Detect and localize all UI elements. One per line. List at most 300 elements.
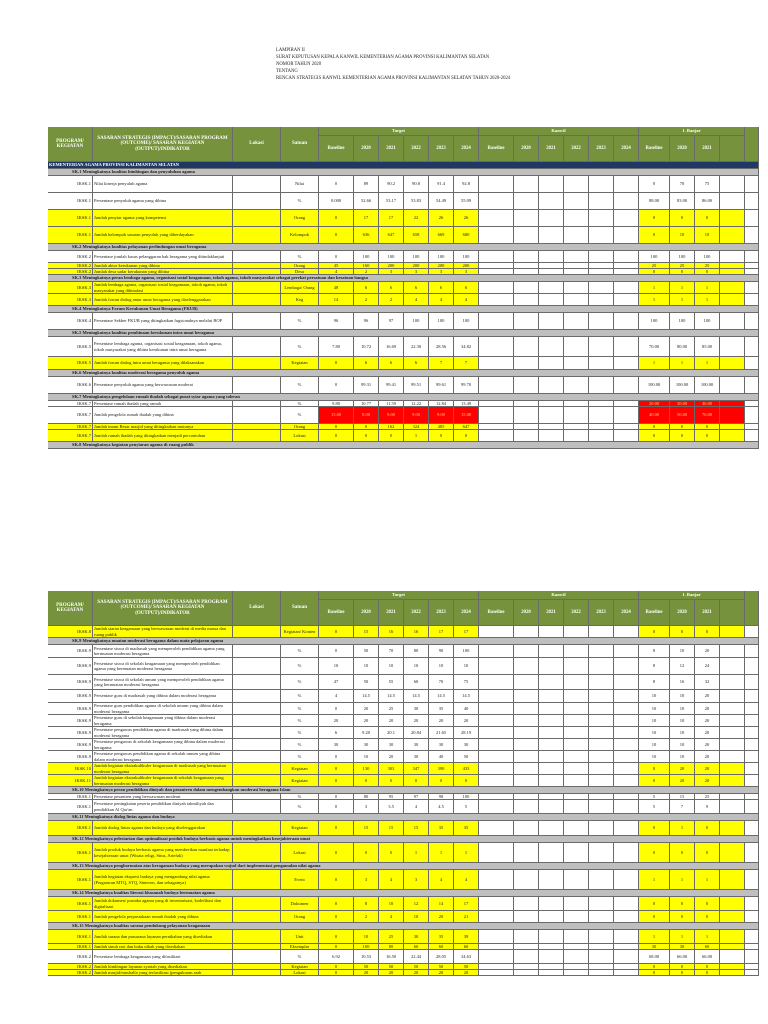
- kanwil-value: [614, 690, 639, 703]
- kanwil-value: [589, 210, 614, 227]
- kanwil-value: [564, 282, 589, 294]
- location: [233, 645, 281, 658]
- kanwil-value: [539, 775, 564, 787]
- target-value: 10: [454, 658, 479, 675]
- location: [233, 193, 281, 210]
- header-filler: [745, 591, 759, 626]
- header-satuan: Satuan: [281, 591, 319, 626]
- indicator-code: IKSK.11: [48, 775, 93, 787]
- kanwil-value: [514, 294, 539, 306]
- target-value: 7.80: [319, 337, 354, 357]
- target-value: 0: [319, 870, 354, 890]
- target-value: 99.61: [429, 377, 454, 394]
- target-value: 3: [354, 870, 379, 890]
- header-year: 2022: [404, 136, 429, 162]
- banjar-value-2022: [720, 950, 745, 964]
- banjar-value: 10: [639, 703, 670, 715]
- target-value: 4: [404, 800, 429, 814]
- target-value: 0: [404, 775, 429, 787]
- kanwil-value: [479, 176, 514, 193]
- target-value: 669: [429, 227, 454, 244]
- target-value: 8: [354, 897, 379, 911]
- target-value: 0: [454, 775, 479, 787]
- filler: [745, 658, 759, 675]
- banjar-value: 0: [639, 269, 670, 275]
- banjar-value-2022: [720, 313, 745, 330]
- header-year: 2024: [454, 136, 479, 162]
- banjar-value: 12: [670, 658, 695, 675]
- banjar-value: 8: [639, 658, 670, 675]
- target-value: 1: [454, 843, 479, 863]
- target-value: 100: [354, 251, 379, 263]
- kanwil-value: [514, 176, 539, 193]
- indicator-name: Jumlah kegiatan ekspresi budaya yang mengandung nilai agama (Pergaruran MTQ, STQ, Sinteron, dan sebagainya): [93, 870, 233, 890]
- banjar-value: 80.00: [670, 337, 695, 357]
- target-value: 1: [404, 430, 429, 442]
- kanwil-value: [614, 970, 639, 976]
- kanwil-value: [539, 176, 564, 193]
- banjar-value: 10: [695, 227, 720, 244]
- target-value: 4: [319, 690, 354, 703]
- kanwil-value: [479, 407, 514, 424]
- target-value: 10.72: [354, 337, 379, 357]
- target-value: 4: [379, 870, 404, 890]
- target-value: 0: [319, 430, 354, 442]
- target-value: 0: [319, 251, 354, 263]
- category-row: SK.3 Meningkatnya peran lembaga agama, organisasi sosial keagamaan, tokoh agama, tokoh masyarakat sebagai perekat persatuan dan kesatuan bangsa: [48, 275, 759, 282]
- banjar-value: 8: [639, 645, 670, 658]
- indicator-name: Jumlah siaran keagamaan yang berwawasan moderat di media massa dan ruang publik: [93, 626, 233, 638]
- header-baseline: Baseline: [319, 136, 354, 162]
- banjar-value: 10: [639, 715, 670, 727]
- target-value: 0: [319, 897, 354, 911]
- kanwil-value: [614, 870, 639, 890]
- target-value: 50: [354, 645, 379, 658]
- target-value: 14.5: [379, 690, 404, 703]
- target-value: 6: [454, 282, 479, 294]
- kanwil-value: [589, 675, 614, 690]
- banjar-value: 15: [670, 794, 695, 800]
- target-value: 30: [404, 751, 429, 763]
- kanwil-value: [514, 775, 539, 787]
- banjar-value-2022: [720, 377, 745, 394]
- indicator-code: IKSK.1: [48, 227, 93, 244]
- document-header: [276, 48, 510, 83]
- kanwil-value: [614, 210, 639, 227]
- banjar-value: 0: [639, 821, 670, 836]
- target-value: 95: [379, 794, 404, 800]
- target-value: 28.56: [429, 337, 454, 357]
- banjar-value: 0: [670, 911, 695, 923]
- target-value: 75: [454, 675, 479, 690]
- kanwil-value: [614, 227, 639, 244]
- unit: Kegiatan: [281, 763, 319, 775]
- unit: Lokasi: [281, 843, 319, 863]
- kanwil-value: [514, 821, 539, 836]
- header-year: 2020: [670, 600, 695, 626]
- kanwil-value: [614, 739, 639, 751]
- kanwil-value: [564, 193, 589, 210]
- banjar-value: 0: [670, 970, 695, 976]
- kanwil-value: [614, 377, 639, 394]
- banjar-value: 10: [670, 715, 695, 727]
- header-baseline: Baseline: [479, 600, 514, 626]
- kanwil-value: [539, 357, 564, 370]
- target-value: 20: [404, 970, 429, 976]
- indicator-code: IKSK.7: [48, 424, 93, 430]
- target-value: 0: [429, 430, 454, 442]
- header-sasaran: SASARAN STRATEGIS (IMPACT)/SASARAN PROGRAM (OUTCOME)/ SASARAN KEGIATAN (OUTPUT)/INDIKATOR: [93, 591, 233, 626]
- kanwil-value: [589, 739, 614, 751]
- target-value: 60: [404, 675, 429, 690]
- kanwil-value: [539, 690, 564, 703]
- kanwil-value: [539, 251, 564, 263]
- target-value: 2: [354, 911, 379, 923]
- banjar-value: 0: [695, 964, 720, 970]
- target-value: 55.09: [454, 193, 479, 210]
- kanwil-value: [614, 407, 639, 424]
- indicator-code: IKSK.2: [48, 950, 93, 964]
- banjar-value: 20.00: [639, 401, 670, 407]
- banjar-value: 25: [695, 263, 720, 269]
- target-value: 15: [404, 821, 429, 836]
- kanwil-value: [514, 357, 539, 370]
- header-year: 2024: [454, 600, 479, 626]
- kanwil-value: [479, 193, 514, 210]
- indicator-code: IKSK.5: [48, 357, 93, 370]
- banjar-value: 100.00: [639, 377, 670, 394]
- target-value: 22: [404, 210, 429, 227]
- location: [233, 337, 281, 357]
- location: [233, 294, 281, 306]
- banjar-value: 10: [670, 703, 695, 715]
- target-value: 0: [319, 703, 354, 715]
- target-value: 97: [379, 313, 404, 330]
- kanwil-value: [539, 970, 564, 976]
- kanwil-value: [614, 357, 639, 370]
- indicator-code: IKSK.6: [48, 377, 93, 394]
- kanwil-value: [539, 950, 564, 964]
- banjar-value: 0: [670, 269, 695, 275]
- target-value: 14: [319, 294, 354, 306]
- kanwil-value: [514, 690, 539, 703]
- target-value: 50: [354, 964, 379, 970]
- filler: [745, 294, 759, 306]
- banjar-value: 0: [695, 210, 720, 227]
- target-value: 80: [379, 944, 404, 950]
- kanwil-value: [479, 897, 514, 911]
- kanwil-value: [589, 775, 614, 787]
- target-value: 40: [429, 751, 454, 763]
- location: [233, 970, 281, 976]
- kanwil-value: [589, 727, 614, 739]
- kanwil-value: [589, 251, 614, 263]
- banjar-value: 0: [639, 424, 670, 430]
- kanwil-value: [564, 294, 589, 306]
- target-value: 4: [319, 269, 354, 275]
- indicator-name: Persentase guru di sekolah keagamaan yang dibina dalam moderasi beragama: [93, 715, 233, 727]
- kanwil-value: [479, 227, 514, 244]
- target-value: 100: [379, 251, 404, 263]
- target-value: 200: [454, 263, 479, 269]
- indicator-code: IKSK.1: [48, 843, 93, 863]
- kanwil-value: [614, 897, 639, 911]
- kanwil-value: [614, 430, 639, 442]
- banjar-value: 85.00: [695, 337, 720, 357]
- indicator-code: IKSK.8: [48, 626, 93, 638]
- kanwil-value: [514, 282, 539, 294]
- indicator-name: Jumlah kelompok sasaran penyuluh yang diberdayakan: [93, 227, 233, 244]
- banjar-value-2022: [720, 193, 745, 210]
- banjar-value: 75: [695, 176, 720, 193]
- location: [233, 727, 281, 739]
- banjar-value: 1: [670, 930, 695, 944]
- target-value: 50: [404, 964, 429, 970]
- header-line: RENCAN STRATEGIS KANWIL KEMENTERIAN AGAMA PROVINSI KALIMANTAN SELATAN TAHUN 2020-2024: [276, 75, 511, 81]
- header-baseline: Baseline: [319, 600, 354, 626]
- category-row: SK.10 Meningkatnya peran pendidikan diniyah dan pesantren dalam mengembangkan moderasi beragama Islam: [48, 787, 759, 794]
- banjar-value: 0: [695, 843, 720, 863]
- unit: Lokasi: [281, 970, 319, 976]
- unit: %: [281, 950, 319, 964]
- target-value: 30: [454, 739, 479, 751]
- indicator-code: IKSK.2: [48, 964, 93, 970]
- target-value: 10: [404, 911, 429, 923]
- banjar-value: 10: [670, 227, 695, 244]
- kanwil-value: [539, 911, 564, 923]
- unit: Eksemplar: [281, 944, 319, 950]
- unit: %: [281, 675, 319, 690]
- category-row: SK.1 Meningkatnya kualitas bimbingan dan penyuluhan agama: [48, 169, 759, 176]
- kanwil-value: [589, 357, 614, 370]
- indicator-name: Jumlah desa sadar kerukunan yang dibina: [93, 269, 233, 275]
- unit: Orang: [281, 424, 319, 430]
- target-value: 3: [379, 269, 404, 275]
- banjar-value: 1: [695, 870, 720, 890]
- kanwil-value: [564, 870, 589, 890]
- target-value: 12: [404, 897, 429, 911]
- indicator-code: IKSK.7: [48, 407, 93, 424]
- indicator-name: Jumlah sarana dan prasarana layanan pernikahan yang disediakan: [93, 930, 233, 944]
- target-value: 20: [429, 715, 454, 727]
- header-year: 2021: [695, 600, 720, 626]
- header-program: PROGRAM/ KEGIATAN: [48, 127, 93, 162]
- banjar-value: 1: [670, 294, 695, 306]
- kanwil-value: [564, 739, 589, 751]
- banjar-value-2022: [720, 715, 745, 727]
- filler: [745, 821, 759, 836]
- target-value: 20: [429, 970, 454, 976]
- filler: [745, 800, 759, 814]
- target-value: 0: [319, 775, 354, 787]
- banjar-value: 1: [639, 930, 670, 944]
- kanwil-value: [514, 970, 539, 976]
- kanwil-value: [539, 294, 564, 306]
- kanwil-value: [539, 800, 564, 814]
- kanwil-value: [514, 843, 539, 863]
- indicator-code: IKSK.9: [48, 727, 93, 739]
- indicator-name: Jumlah pengelola perpustakaan rumah ibadah yang dibina: [93, 911, 233, 923]
- kanwil-value: [614, 313, 639, 330]
- indicator-code: IKSK.9: [48, 645, 93, 658]
- target-value: 324: [404, 424, 429, 430]
- target-value: 55: [379, 675, 404, 690]
- header-year: 2023: [589, 600, 614, 626]
- banjar-value: 0: [639, 626, 670, 638]
- target-value: 0: [354, 775, 379, 787]
- banjar-value: 0: [639, 430, 670, 442]
- target-value: 40: [454, 703, 479, 715]
- target-value: 200: [404, 263, 429, 269]
- filler: [745, 843, 759, 863]
- indicator-name: Jumlah forum dialog intra umat beragama yang dilaksanakan: [93, 357, 233, 370]
- target-value: 6: [404, 282, 429, 294]
- target-value: 22.30: [404, 337, 429, 357]
- kanwil-value: [479, 430, 514, 442]
- target-value: 53.83: [404, 193, 429, 210]
- kanwil-value: [564, 313, 589, 330]
- target-value: 20: [379, 751, 404, 763]
- unit: %: [281, 800, 319, 814]
- banjar-value-2022: [720, 800, 745, 814]
- header-line: LAMPIRAN II: [276, 48, 305, 53]
- banjar-value-2022: [720, 626, 745, 638]
- indicator-name: Nilai kinerja penyuluh agama: [93, 176, 233, 193]
- indicator-code: IKSK.5: [48, 337, 93, 357]
- target-value: 20: [454, 715, 479, 727]
- target-value: 34.63: [454, 950, 479, 964]
- unit: %: [281, 313, 319, 330]
- kanwil-value: [514, 407, 539, 424]
- target-value: 30: [379, 739, 404, 751]
- indicator-code: IKSK.7: [48, 430, 93, 442]
- banjar-value: 20: [670, 775, 695, 787]
- unit: %: [281, 407, 319, 424]
- unit: %: [281, 690, 319, 703]
- banjar-value: 0: [670, 897, 695, 911]
- kanwil-value: [539, 870, 564, 890]
- indicator-name: Persentase Sekber FKUB yang ditingkatkan fugsionalnya melalui BOP: [93, 313, 233, 330]
- kanwil-value: [564, 715, 589, 727]
- unit: %: [281, 751, 319, 763]
- target-value: 10.77: [354, 401, 379, 407]
- indicator-code: IKSK.4: [48, 313, 93, 330]
- banjar-value: 100: [639, 251, 670, 263]
- target-value: 17: [454, 626, 479, 638]
- indicator-code: IKSK.3: [48, 282, 93, 294]
- target-value: 50: [379, 964, 404, 970]
- kanwil-value: [514, 626, 539, 638]
- indicator-code: IKSK.2: [48, 251, 93, 263]
- banjar-value-2022: [720, 645, 745, 658]
- target-value: 4: [404, 294, 429, 306]
- header-year: 2021: [539, 600, 564, 626]
- kanwil-value: [614, 675, 639, 690]
- indicator-name: Jumlah produk budaya berbasis agama yang memberikan manfaat terhadap kesejahteraan umat (Wisata religi, Situs, Artefak): [93, 843, 233, 863]
- target-value: 6: [379, 357, 404, 370]
- header-year: 2023: [589, 136, 614, 162]
- indicator-name: Persentase jumlah kasus pelanggaran hak beragama yang ditindaklanjuti: [93, 251, 233, 263]
- banjar-value: 24: [695, 658, 720, 675]
- target-value: 20: [379, 970, 404, 976]
- target-value: 0: [319, 763, 354, 775]
- kanwil-value: [514, 715, 539, 727]
- target-value: 13.49: [454, 401, 479, 407]
- indicator-name: Persentase siswa di madrasah yang memperoleh pendidikan agama yang bermuatan moderasi beragama: [93, 645, 233, 658]
- filler: [745, 176, 759, 193]
- header-year: 2020: [670, 136, 695, 162]
- banjar-value: 100: [695, 251, 720, 263]
- kanwil-value: [564, 911, 589, 923]
- location: [233, 763, 281, 775]
- indicator-code: IKSK.1: [48, 800, 93, 814]
- header-line: SURAT KEPUTUSAN KEPALA KANWIL KEMENTERIAN AGAMA PROVINSI KALIMANTAN SELATAN: [276, 54, 490, 60]
- kanwil-value: [514, 377, 539, 394]
- kanwil-value: [564, 703, 589, 715]
- banjar-value: 7: [670, 800, 695, 814]
- filler: [745, 227, 759, 244]
- header-year: 2023: [429, 600, 454, 626]
- target-value: 17: [429, 626, 454, 638]
- target-value: 35: [429, 821, 454, 836]
- target-value: 96: [319, 313, 354, 330]
- header-kanwil: Kanwil: [479, 591, 639, 600]
- kanwil-value: [614, 715, 639, 727]
- banjar-value: 0: [695, 424, 720, 430]
- kanwil-value: [514, 930, 539, 944]
- indicator-code: IKSK.7: [48, 401, 93, 407]
- kanwil-value: [479, 775, 514, 787]
- filler: [745, 210, 759, 227]
- target-value: 0: [319, 911, 354, 923]
- target-value: 5: [454, 800, 479, 814]
- banjar-value: 100: [670, 251, 695, 263]
- target-value: 99.41: [379, 377, 404, 394]
- header-year: 2022: [404, 600, 429, 626]
- kanwil-value: [589, 626, 614, 638]
- kanwil-value: [589, 703, 614, 715]
- indicator-code: IKSK.1: [48, 930, 93, 944]
- indicator-code: IKSK.9: [48, 690, 93, 703]
- unit: Dokumen: [281, 897, 319, 911]
- target-value: 100: [429, 313, 454, 330]
- kanwil-value: [539, 337, 564, 357]
- location: [233, 739, 281, 751]
- target-value: 647: [379, 227, 404, 244]
- target-value: 100: [454, 251, 479, 263]
- banjar-value-2022: [720, 357, 745, 370]
- kanwil-value: [539, 727, 564, 739]
- kanwil-value: [614, 911, 639, 923]
- target-value: 20.1: [379, 727, 404, 739]
- kanwil-value: [589, 970, 614, 976]
- target-value: 52.66: [354, 193, 379, 210]
- target-value: 6: [404, 357, 429, 370]
- location: [233, 377, 281, 394]
- target-value: 0: [379, 843, 404, 863]
- location: [233, 251, 281, 263]
- target-value: 50: [454, 751, 479, 763]
- banjar-value: 20: [695, 751, 720, 763]
- target-value: 99.70: [454, 377, 479, 394]
- banjar-value: 10: [639, 751, 670, 763]
- kanwil-value: [514, 897, 539, 911]
- target-value: 16.50: [379, 950, 404, 964]
- banjar-value: 20: [695, 645, 720, 658]
- unit: %: [281, 251, 319, 263]
- target-value: 485: [429, 424, 454, 430]
- unit: %: [281, 703, 319, 715]
